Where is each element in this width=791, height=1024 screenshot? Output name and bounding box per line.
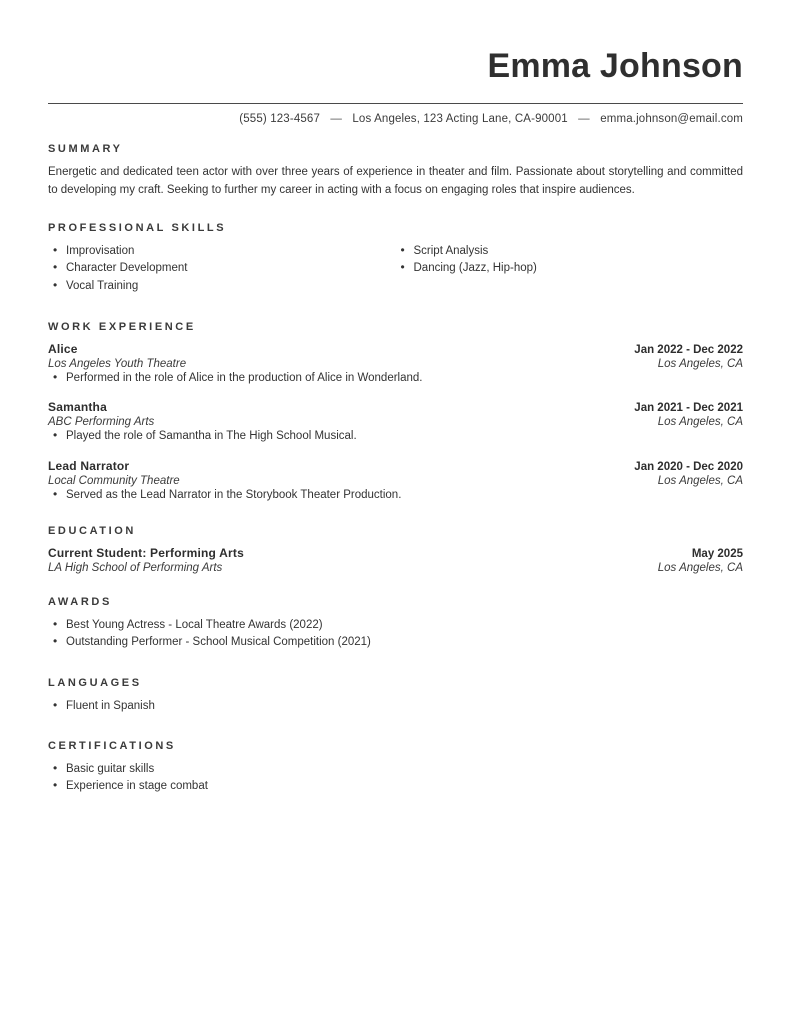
job-location: Los Angeles, CA [657,416,743,429]
education-entry-header [48,546,743,560]
section-title-experience: WORK EXPERIENCE [48,321,196,333]
section-languages [48,677,743,714]
job-location: Los Angeles, CA [657,474,743,487]
job-role: Samantha [48,400,107,415]
summary-text: Energetic and dedicated teen actor with over three years of experience in theater and film. Passionate about storytelling and committed to developing my craft. Seeking to further my career in acting with a focus on engaging roles that inspire audiences. [48,166,743,197]
list-item: • Best Young Actress - Local Theatre Awards (2022) [66,617,743,633]
skills-column-left [48,243,396,295]
list-item: • Script Analysis [414,243,744,259]
contact-phone: (555) 123-4567 [239,113,321,126]
section-certifications [48,740,743,795]
experience-entry [48,459,743,503]
section-title-languages: LANGUAGES [48,676,142,689]
page-title: Emma Johnson [487,47,743,85]
education-entry-subheader [48,562,743,574]
certifications-list [48,761,743,795]
contact-separator-1: — [330,113,343,126]
skills-list-right [396,243,744,277]
job-bullet-list [48,428,743,444]
job-organization: Local Community Theatre [48,474,180,487]
list-item: • Experience in stage combat [66,778,743,794]
job-dates: Jan 2021 - Dec 2021 [634,402,743,415]
list-item: • Improvisation [66,243,396,259]
contact-line [48,104,743,125]
education-entry [48,546,743,574]
experience-entry-subheader [48,475,743,487]
education-dates: May 2025 [691,547,743,560]
experience-entry-subheader [48,416,743,428]
experience-entry-header [48,459,743,473]
skills-columns [48,243,743,295]
list-item: • Character Development [66,260,396,276]
list-item: • Fluent in Spanish [66,698,743,714]
section-title-skills: PROFESSIONAL SKILLS [48,222,227,235]
list-item: • Outstanding Performer - School Musical Competition (2021) [66,634,743,650]
skills-list-left [48,243,396,294]
education-school: LA High School of Performing Arts [48,561,223,574]
job-organization: ABC Performing Arts [48,416,155,429]
section-title-awards: AWARDS [48,595,112,608]
section-summary [48,143,743,200]
skills-column-right [396,243,744,295]
job-dates: Jan 2020 - Dec 2020 [634,460,743,473]
section-education [48,525,743,574]
contact-separator-2: — [578,113,590,126]
languages-list [48,698,743,714]
job-role: Alice [48,342,78,356]
experience-entry-header [48,342,743,356]
list-item: • Dancing (Jazz, Hip-hop) [414,260,744,276]
list-item: • Served as the Lead Narrator in the Storybook Theater Production. [66,487,743,503]
section-awards [48,596,743,651]
experience-entry [48,342,743,386]
section-skills [48,222,743,295]
job-role: Lead Narrator [48,458,130,473]
section-title-certifications: CERTIFICATIONS [48,739,176,752]
education-degree: Current Student: Performing Arts [48,545,244,560]
education-location: Los Angeles, CA [657,561,743,574]
section-experience [48,321,743,503]
contact-address: Los Angeles, 123 Acting Lane, CA-90001 [352,113,568,126]
job-organization: Los Angeles Youth Theatre [48,358,187,370]
section-title-summary: SUMMARY [48,143,123,156]
resume-header [48,48,743,125]
job-bullet-list [48,487,743,503]
list-item: • Basic guitar skills [66,761,743,777]
list-item: • Performed in the role of Alice in the production of Alice in Wonderland. [66,370,743,386]
list-item: • Vocal Training [66,278,396,294]
experience-entry-subheader [48,358,743,370]
job-dates: Jan 2022 - Dec 2022 [634,344,743,356]
job-location: Los Angeles, CA [657,358,743,370]
experience-entry-header [48,400,743,414]
list-item: • Played the role of Samantha in The High School Musical. [66,428,743,444]
contact-email: emma.johnson@email.com [600,113,743,126]
awards-list [48,617,743,651]
experience-entry [48,400,743,444]
section-title-education: EDUCATION [48,524,136,537]
job-bullet-list [48,370,743,386]
